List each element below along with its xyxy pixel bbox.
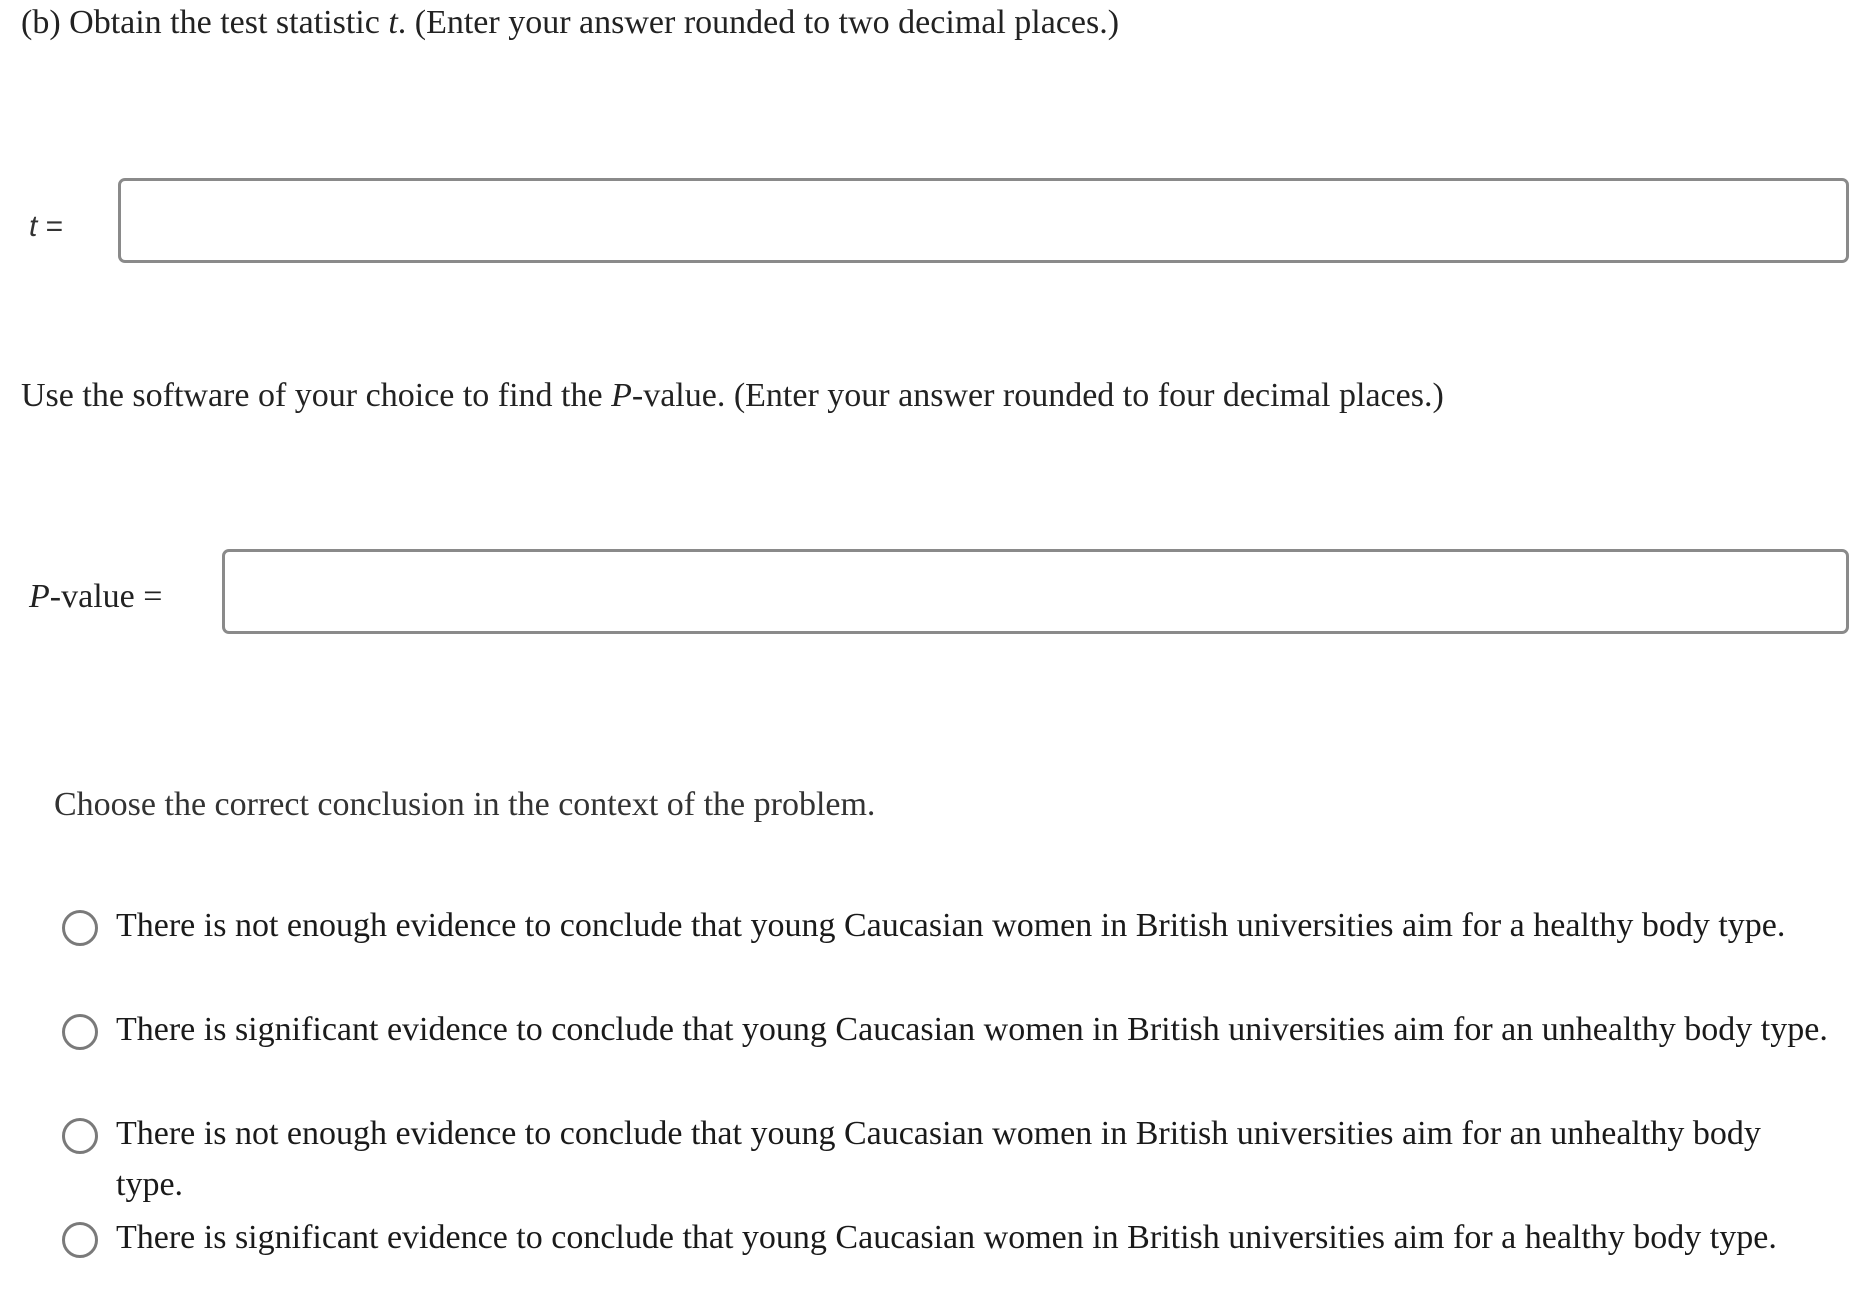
conclusion-option-label: There is significant evidence to conclude that young Caucasian women in British universities aim for an unhealthy body type. [116, 1011, 1828, 1048]
part-b-question [21, 3, 1119, 43]
t-label-variable: t [29, 210, 38, 243]
conclusion-option-label: There is not enough evidence to conclude that young Caucasian women in British universities aim for a healthy body type. [116, 907, 1786, 944]
part-b-variable: t [388, 4, 398, 41]
conclusion-option[interactable] [60, 1212, 1820, 1316]
t-field-label [29, 209, 63, 245]
radio-button-icon[interactable] [62, 1222, 98, 1258]
pvalue-instruction-prefix: Use the software of your choice to find the [21, 377, 612, 414]
pvalue-instruction [21, 376, 1444, 416]
pvalue-label-rest: -value = [49, 578, 163, 615]
pvalue-instruction-suffix: -value. (Enter your answer rounded to four decimal places.) [631, 377, 1444, 414]
conclusion-option-label: There is not enough evidence to conclude that young Caucasian women in British universities aim for an unhealthy body type. [116, 1115, 1761, 1203]
pvalue-instruction-variable: P [611, 377, 632, 414]
radio-button-icon[interactable] [62, 1014, 98, 1050]
conclusion-option[interactable] [60, 1004, 1828, 1108]
conclusion-option[interactable] [60, 900, 1820, 1004]
conclusion-prompt: Choose the correct conclusion in the context of the problem. [54, 786, 876, 823]
radio-button-icon[interactable] [62, 1118, 98, 1154]
pvalue-field-label [29, 577, 162, 617]
conclusion-option-label: There is significant evidence to conclude that young Caucasian women in British universities aim for a healthy body type. [116, 1219, 1777, 1256]
t-statistic-input[interactable] [118, 178, 1849, 263]
t-label-equals: = [37, 210, 64, 243]
part-b-suffix: . (Enter your answer rounded to two decimal places.) [397, 4, 1120, 41]
conclusion-option[interactable] [60, 1108, 1820, 1212]
radio-button-icon[interactable] [62, 910, 98, 946]
pvalue-input[interactable] [222, 549, 1849, 634]
part-b-prefix: (b) Obtain the test statistic [21, 4, 389, 41]
pvalue-label-variable: P [29, 578, 50, 615]
conclusion-options [60, 900, 1828, 1316]
